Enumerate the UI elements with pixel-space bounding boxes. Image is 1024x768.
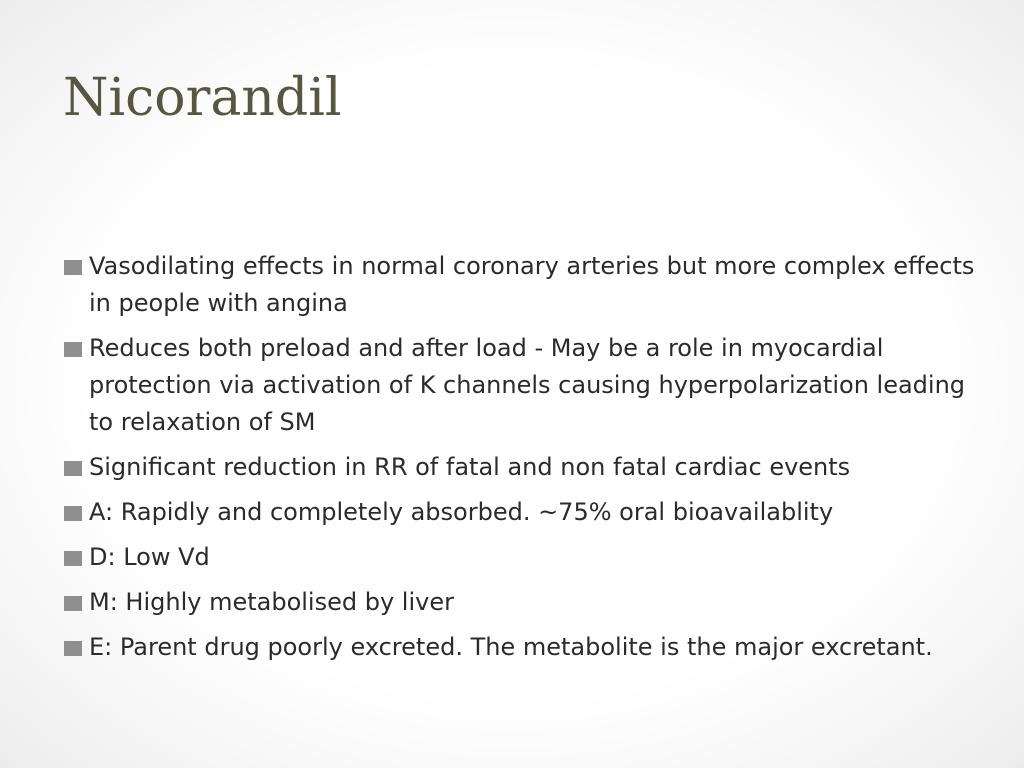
bullet-item <box>64 449 984 486</box>
square-bullet-icon <box>64 596 82 611</box>
bullet-text: Reduces both preload and after load - May be a role in myocardial protection via activation of K channels causing hyperpolarization leading to relaxation of SM <box>89 334 966 436</box>
bullet-item <box>64 494 984 531</box>
bullet-item <box>64 248 984 322</box>
bullet-text: Significant reduction in RR of fatal and non fatal cardiac events <box>89 453 851 481</box>
slide-title: Nicorandil <box>63 68 342 128</box>
bullet-list <box>64 248 984 674</box>
bullet-item <box>64 629 984 666</box>
square-bullet-icon <box>64 506 82 521</box>
bullet-text: E: Parent drug poorly excreted. The metabolite is the major excretant. <box>89 633 933 661</box>
square-bullet-icon <box>64 551 82 566</box>
bullet-text: M: Highly metabolised by liver <box>89 588 454 616</box>
bullet-text: Vasodilating effects in normal coronary arteries but more complex effects in people with angina <box>89 252 975 317</box>
bullet-item <box>64 539 984 576</box>
square-bullet-icon <box>64 641 82 656</box>
square-bullet-icon <box>64 342 82 357</box>
square-bullet-icon <box>64 260 82 275</box>
bullet-text: D: Low Vd <box>89 543 210 571</box>
bullet-item <box>64 330 984 441</box>
bullet-text: A: Rapidly and completely absorbed. ~75% oral bioavailablity <box>89 498 834 526</box>
square-bullet-icon <box>64 461 82 476</box>
bullet-item <box>64 584 984 621</box>
